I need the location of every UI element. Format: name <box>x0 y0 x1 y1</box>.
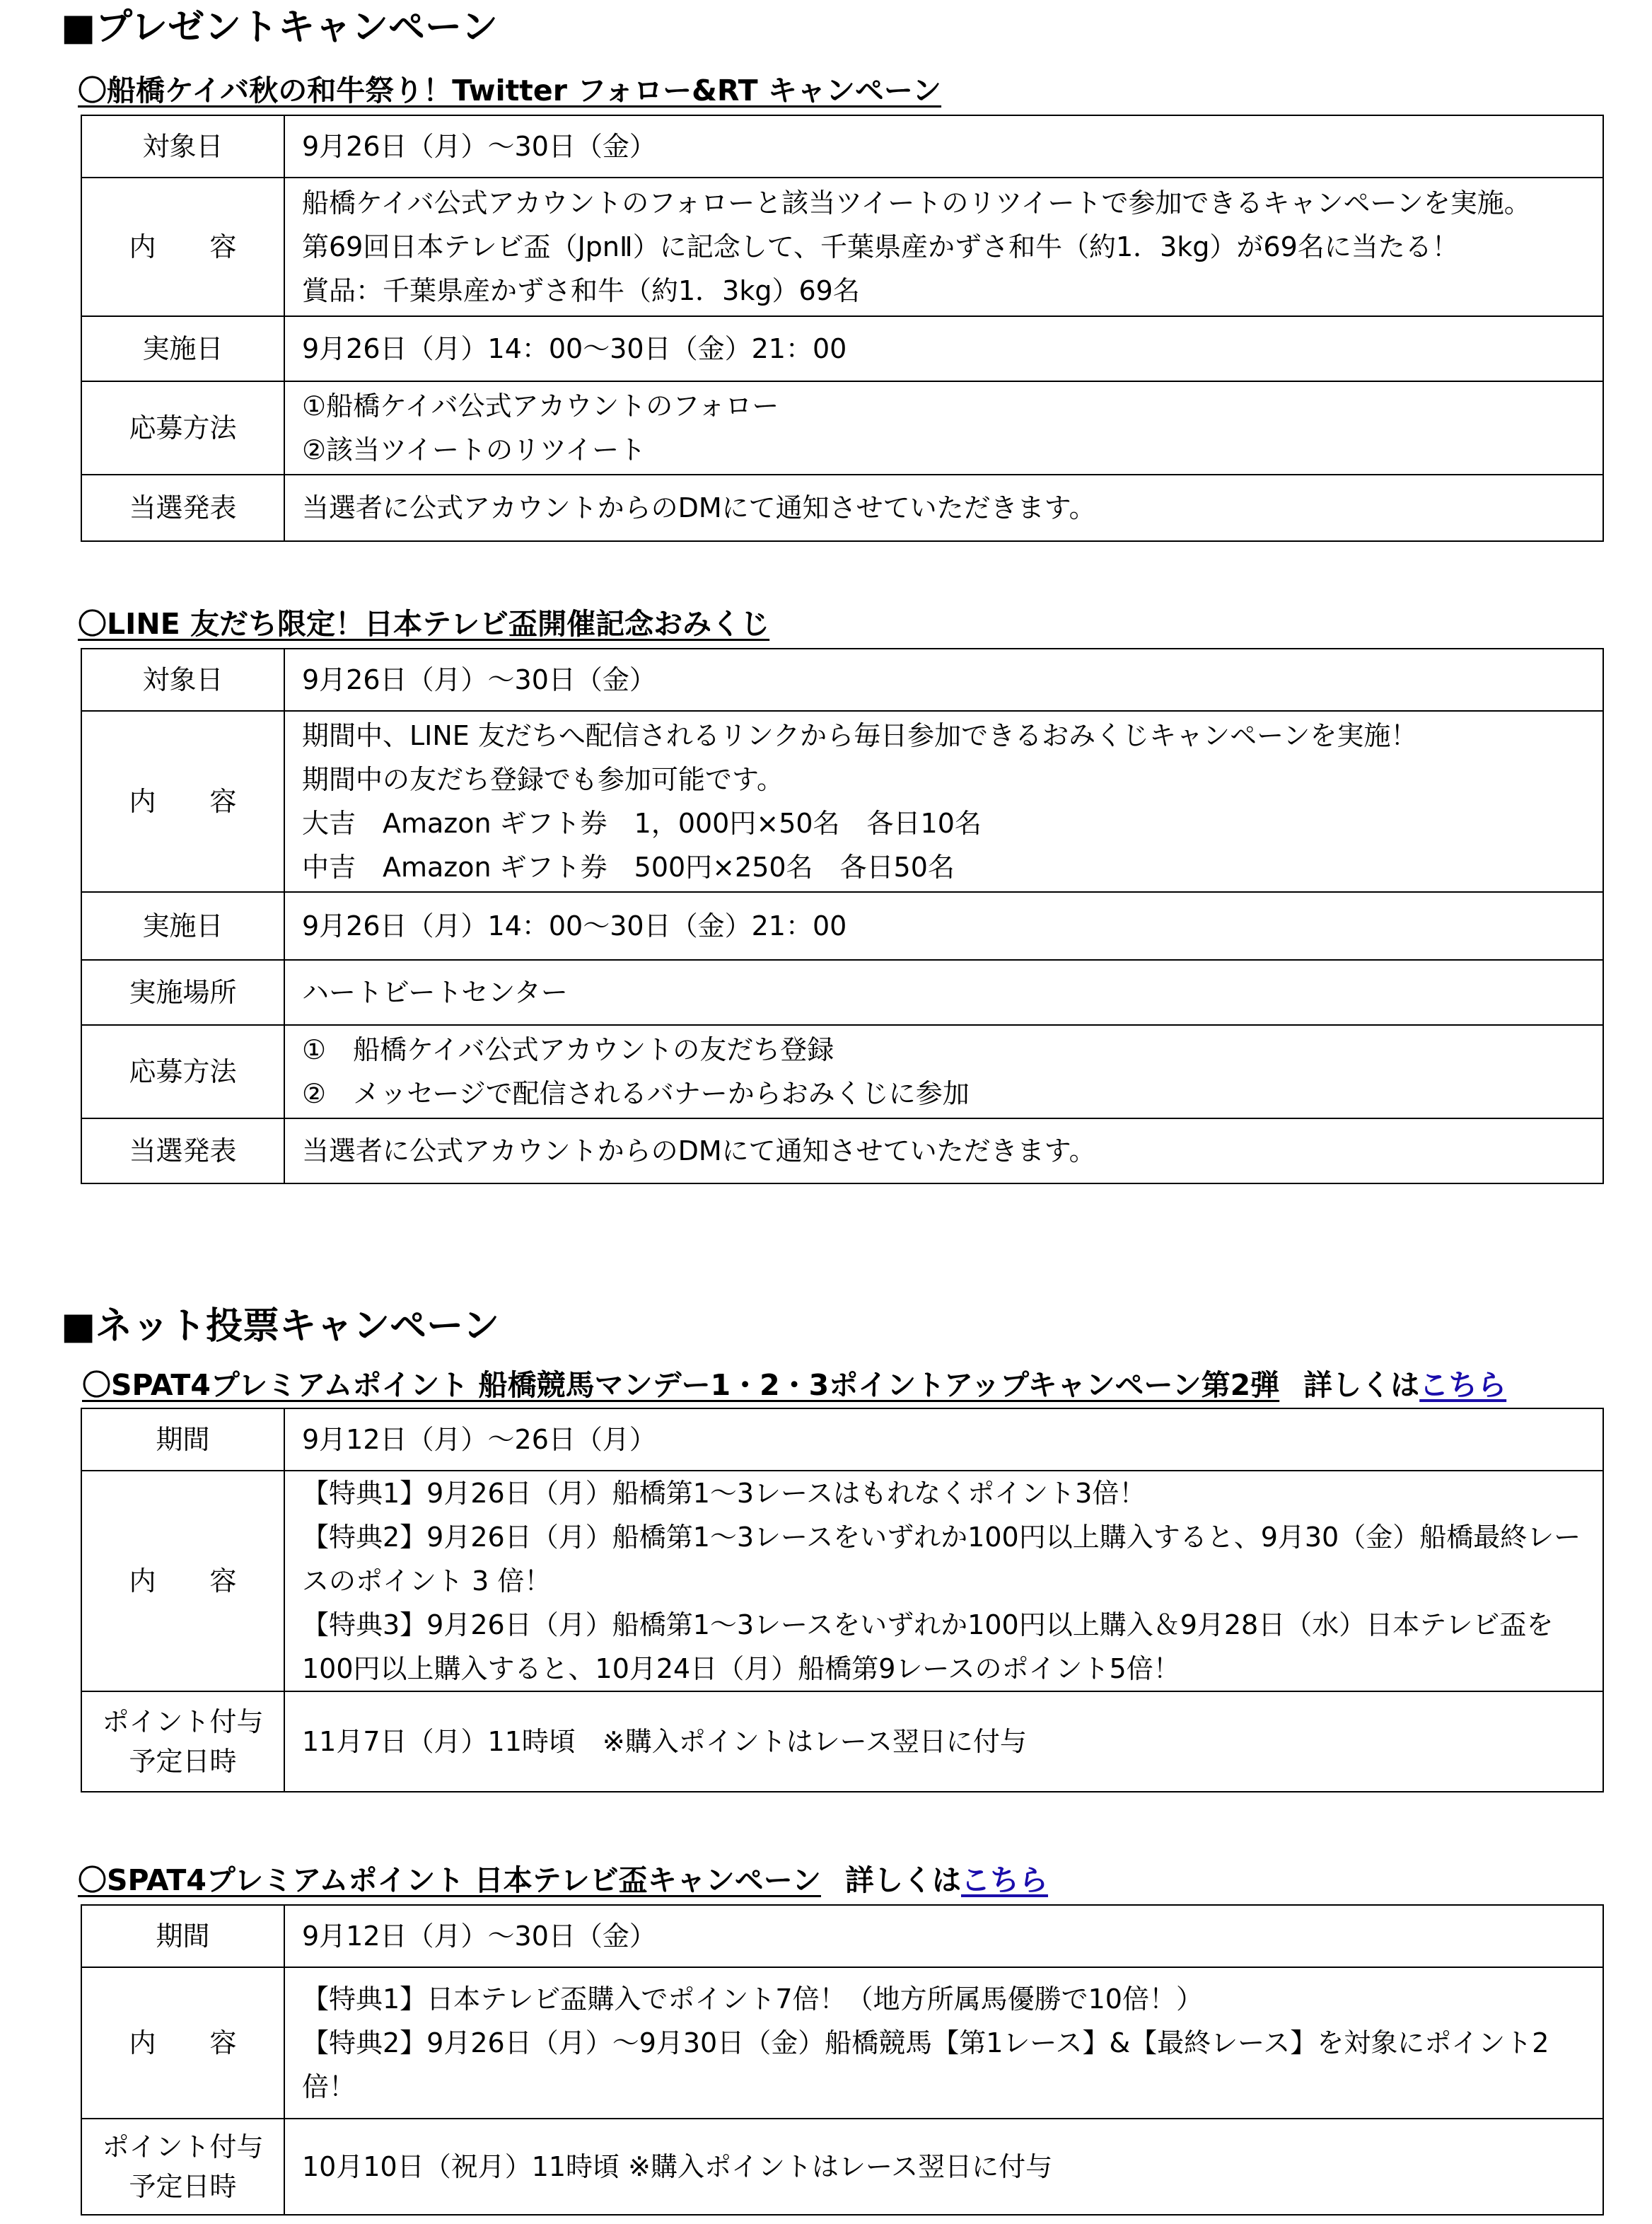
value-line: 9月26日（月）14：00～30日（金）21：00 <box>302 910 847 942</box>
table-row <box>81 178 1603 316</box>
value-line: ②該当ツイートのリツイート <box>302 434 646 465</box>
table-row <box>81 649 1603 711</box>
value-line: 9月26日（月）14：00～30日（金）21：00 <box>302 333 847 364</box>
campaign-title-spat-ntv-text: 〇SPAT4プレミアムポイント 日本テレビ盃キャンペーン <box>78 1863 821 1897</box>
details-label: 詳しくは <box>844 1863 961 1897</box>
row-label: 内 容 <box>81 178 284 316</box>
row-value <box>284 1905 1603 1967</box>
value-line: 9月26日（月）～30日（金） <box>302 664 656 695</box>
row-value <box>284 1967 1603 2119</box>
row-label: 当選発表 <box>81 475 284 541</box>
value-line: 賞品：千葉県産かずさ和牛（約1．3kg）69名 <box>302 275 860 306</box>
value-line: 中吉 Amazon ギフト券 500円×250名 各日50名 <box>302 852 955 883</box>
value-line: 第69回日本テレビ盃（JpnⅡ）に記念して、千葉県産かずさ和牛（約1．3kg）が69名に当たる！ <box>302 231 1459 262</box>
campaign-title-twitter-text: 〇船橋ケイバ秋の和牛祭り！Twitter フォロー&RT キャンペーン <box>78 74 942 108</box>
value-line: ①船橋ケイバ公式アカウントのフォロー <box>302 390 779 422</box>
campaign-title-line <box>78 604 769 644</box>
section-heading-present: ■プレゼントキャンペーン <box>61 6 499 49</box>
section-heading-net: ■ネット投票キャンペーン <box>61 1305 500 1348</box>
row-label: 内 容 <box>81 711 284 892</box>
value-line: ① 船橋ケイバ公式アカウントの友だち登録 <box>302 1034 834 1065</box>
value-line: 11月7日（月）11時頃 ※購入ポイントはレース翌日に付与 <box>302 1726 1027 1757</box>
row-value <box>284 381 1603 475</box>
row-value <box>284 316 1603 381</box>
campaign-table-twitter <box>81 115 1604 542</box>
table-row <box>81 381 1603 475</box>
row-label <box>81 2119 284 2215</box>
table-row <box>81 1691 1603 1792</box>
row-label <box>81 1691 284 1792</box>
value-line: ハートビートセンター <box>302 977 568 1008</box>
details-label: 詳しくは <box>1303 1368 1420 1402</box>
row-value <box>284 1025 1603 1118</box>
row-value <box>284 2119 1603 2215</box>
row-value <box>284 892 1603 960</box>
campaign-title-line-text: 〇LINE 友だち限定！日本テレビ盃開催記念おみくじ <box>78 607 770 641</box>
row-label: 対象日 <box>81 115 284 178</box>
row-label: 内 容 <box>81 1967 284 2119</box>
table-row <box>81 115 1603 178</box>
label-line: 予定日時 <box>129 1746 237 1777</box>
value-line: 【特典1】9月26日（月）船橋第1～3レースはもれなくポイント3倍！ <box>302 1478 1146 1509</box>
row-label: 当選発表 <box>81 1118 284 1183</box>
row-label: 応募方法 <box>81 381 284 475</box>
label-line: ポイント付与 <box>102 2131 264 2162</box>
table-row <box>81 1471 1603 1691</box>
table-row <box>81 1408 1603 1471</box>
value-line: 9月12日（月）～30日（金） <box>302 1921 656 1952</box>
campaign-table-line <box>81 648 1604 1184</box>
row-label: 実施場所 <box>81 960 284 1025</box>
campaign-title-spat-mandee <box>82 1365 1506 1405</box>
row-label: 内 容 <box>81 1471 284 1691</box>
table-row <box>81 892 1603 960</box>
value-line: 当選者に公式アカウントからのDMにて通知させていただきます。 <box>302 1135 1096 1166</box>
value-line: 【特典1】日本テレビ盃購入でポイント7倍！（地方所属馬優勝で10倍！） <box>302 1983 1203 2015</box>
table-row <box>81 711 1603 892</box>
value-line: 9月26日（月）～30日（金） <box>302 131 656 162</box>
row-value <box>284 178 1603 316</box>
row-label: 実施日 <box>81 892 284 960</box>
label-line: 予定日時 <box>129 2171 237 2202</box>
row-value <box>284 1408 1603 1471</box>
campaign-title-spat-ntv <box>78 1860 1048 1900</box>
table-row <box>81 1025 1603 1118</box>
table-row <box>81 2119 1603 2215</box>
value-line: 10月10日（祝月）11時頃 ※購入ポイントはレース翌日に付与 <box>302 2151 1053 2182</box>
campaign-table-spat-mandee <box>81 1408 1604 1792</box>
campaign-title-twitter <box>78 71 941 110</box>
row-label: 期間 <box>81 1408 284 1471</box>
campaign-title-spat-mandee-text: 〇SPAT4プレミアムポイント 船橋競馬マンデー1・2・3ポイントアップキャンペーン第2弾 <box>82 1368 1280 1402</box>
row-value <box>284 1691 1603 1792</box>
value-line: 船橋ケイバ公式アカウントのフォローと該当ツイートのリツイートで参加できるキャンペーンを実施。 <box>302 187 1531 219</box>
label-line: ポイント付与 <box>102 1706 264 1737</box>
row-label: 応募方法 <box>81 1025 284 1118</box>
row-value <box>284 1471 1603 1691</box>
row-value <box>284 711 1603 892</box>
details-link[interactable]: こちら <box>1419 1368 1507 1402</box>
row-value <box>284 115 1603 178</box>
row-value <box>284 475 1603 541</box>
row-value <box>284 960 1603 1025</box>
table-row <box>81 1905 1603 1967</box>
row-label: 期間 <box>81 1905 284 1967</box>
table-row <box>81 1967 1603 2119</box>
table-row <box>81 475 1603 541</box>
table-row <box>81 316 1603 381</box>
row-label: 対象日 <box>81 649 284 711</box>
campaign-table-spat-ntv <box>81 1904 1604 2216</box>
value-line: 期間中、LINE 友だちへ配信されるリンクから毎日参加できるおみくじキャンペーンを実施！ <box>302 720 1418 751</box>
value-line: ② メッセージで配信されるバナーからおみくじに参加 <box>302 1078 970 1109</box>
value-line: 【特典2】9月26日（月）～9月30日（金）船橋競馬【第1レース】&【最終レース】を対象にポイント2倍！ <box>302 2027 1549 2102</box>
value-line: 期間中の友だち登録でも参加可能です。 <box>302 764 784 795</box>
value-line: 【特典3】9月26日（月）船橋第1～3レースをいずれか100円以上購入＆9月28日（水）日本テレビ盃を100円以上購入すると、10月24日（月）船橋第9レースのポイント5倍！ <box>302 1609 1554 1684</box>
details-link[interactable]: こちら <box>960 1863 1048 1897</box>
value-line: 9月12日（月）～26日（月） <box>302 1424 656 1455</box>
table-row <box>81 1118 1603 1183</box>
table-row <box>81 960 1603 1025</box>
value-line: 大吉 Amazon ギフト券 1，000円×50名 各日10名 <box>302 808 982 839</box>
row-value <box>284 1118 1603 1183</box>
value-line: 【特典2】9月26日（月）船橋第1～3レースをいずれか100円以上購入すると、9月30（金）船橋最終レースのポイント 3 倍！ <box>302 1522 1581 1597</box>
row-label: 実施日 <box>81 316 284 381</box>
row-value <box>284 649 1603 711</box>
value-line: 当選者に公式アカウントからのDMにて通知させていただきます。 <box>302 492 1096 523</box>
